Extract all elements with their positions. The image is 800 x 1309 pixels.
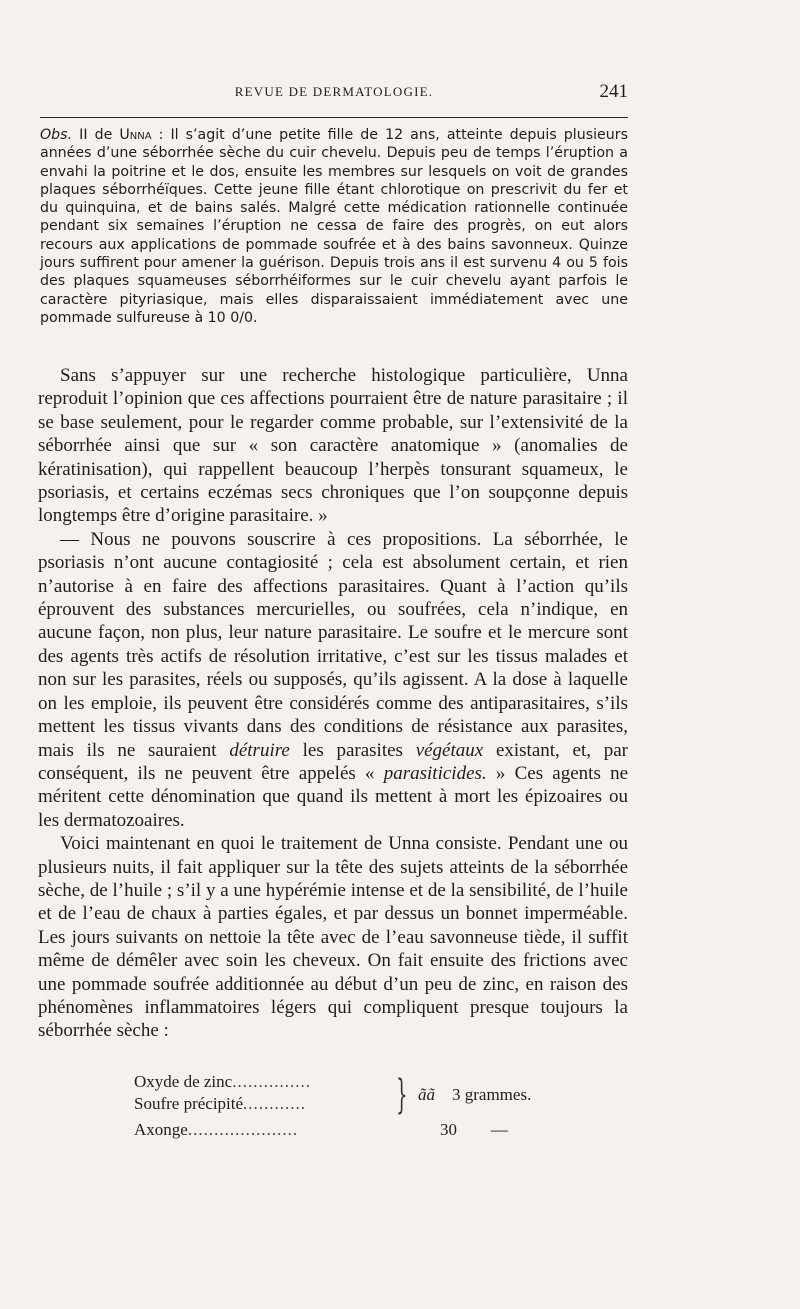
recipe-shared-quantity: 3 grammes. [452,1085,532,1104]
recipe-item-name: Soufre précipité [134,1094,244,1113]
paragraph-objection [38,528,628,832]
running-title: REVUE DE DERMATOLOGIE. [234,84,434,99]
recipe-item-name: Axonge [134,1120,188,1139]
body-text [38,364,628,1043]
observation-author: Unna [119,127,152,143]
objection-text-c: existant, et, par conséquent, ils ne peuvent être appelés « [38,739,629,784]
paragraph-treatment: Voici maintenant en quoi le traitement de Unna consiste. Pendant une ou plusieurs nuits, il fait appliquer sur la tête des sujets atteints de la séborrhée sèche, de l’huile ; s’il y a une hypérémie intense et de la sensibilité, de l’huile et de l’eau de chaux à parties égales, et par dessus un bonnet imperméable. Les jours suivants on nettoie la tête avec de l’eau savonneuse tiède, il suffit même de démêler avec soin les cheveux. On fait ensuite des frictions avec une pommade soufrée additionnée au début d’un peu de zinc, en raison des phénomènes inflammatoires légers qui compliquent presque toujours la séborrhée sèche : [38,833,628,1042]
page-header [40,81,628,108]
recipe-row-axonge [134,1120,298,1140]
objection-text-b: les parasites [302,739,403,761]
header-rule [40,117,628,118]
brace-icon: } [395,1072,408,1118]
prescription [134,1072,554,1162]
emphasis-vegetaux: végétaux [415,739,484,761]
emphasis-parasiticides: parasiticides. [383,762,487,784]
recipe-row-zinc [134,1072,311,1092]
objection-text-d: » Ces agents ne méritent cette dénomination que quand ils mettent à mort les épizoaires ou les dermatozoaires. [38,762,628,831]
recipe-axonge-unit: — [491,1120,508,1139]
objection-text-a: — Nous ne pouvons souscrire à ces propositions. La séborrhée, le psoriasis n’ont aucune contagiosité ; cela est absolument certain, et rien n’autorise à en faire des affections parasitaires. Quant à l’action qu’ils éprouvent des substances mercurielles, ou soufrées, cela n’indique, en aucune façon, non plus, leur nature parasitaire. Le soufre et le mercure sont des agents très actifs de résolution irritative, c’est sur les tissus malades et non sur les parasites, réels ou supposés, qu’ils agissent. A la dose à laquelle on les emploie, ils peuvent être considérés comme des antiparasitaires, s’ils mettent les tissus vivants dans des conditions de résistance aux parasites, mais ils ne sauraient [38,528,628,761]
observation-paragraph [40,126,628,327]
recipe-row-soufre [134,1094,306,1114]
emphasis-detruire: détruire [229,739,290,761]
paragraph-unna-opinion: Sans s’appuyer sur une recherche histologique particulière, Unna reproduit l’opinion que ces affections pourraient être de nature parasitaire ; il se base seulement, pour le regarder comme probable, sur l’extensivité de la séborrhée ainsi que sur « son caractère anatomique » (anomalies de kératinisation), qui rappellent beaucoup l’herpès tonsurant squameux, le psoriasis, et certains eczémas secs chroniques que l’on soupçonne depuis longtemps être d’origine parasitaire. » [38,365,628,527]
recipe-item-dots: ..................... [187,1120,299,1139]
observation-label: Obs. [40,127,73,143]
recipe-item-name: Oxyde de zinc [134,1072,233,1091]
page-number: 241 [599,81,628,102]
recipe-item-dots: ............ [243,1094,307,1113]
observation-lead: II de [79,127,113,143]
recipe-item-dots: ............... [232,1072,311,1091]
recipe-axonge-quantity: 30 [440,1120,457,1139]
recipe-ana-mark: ãã [418,1085,435,1104]
observation-text: : Il s’agit d’une petite fille de 12 ans, atteinte depuis plusieurs années d’une séborrhée sèche du cuir chevelu. Depuis peu de temps l’éruption a envahi la poitrine et le dos, ensuite les membres sur lesquels on voit de grandes plaques séborrhéïques. Cette jeune fille étant chlorotique on prescrivit du fer et du quinquina, et de bains salés. Malgré cette médication rationnelle continuée pendant six semaines l’éruption ne cessa de faire des progrès, on eut alors recours aux applications de pommade soufrée et à des bains savonneux. Quinze jours suffirent pour amener la guérison. Depuis trois ans il est survenu 4 ou 5 fois des plaques squameuses séborrhéiformes sur le cuir chevelu ayant parfois le caractère pityriasique, mais elles disparaissaient immédiatement avec une pommade sulfureuse à 10 0/0. [40,127,628,326]
